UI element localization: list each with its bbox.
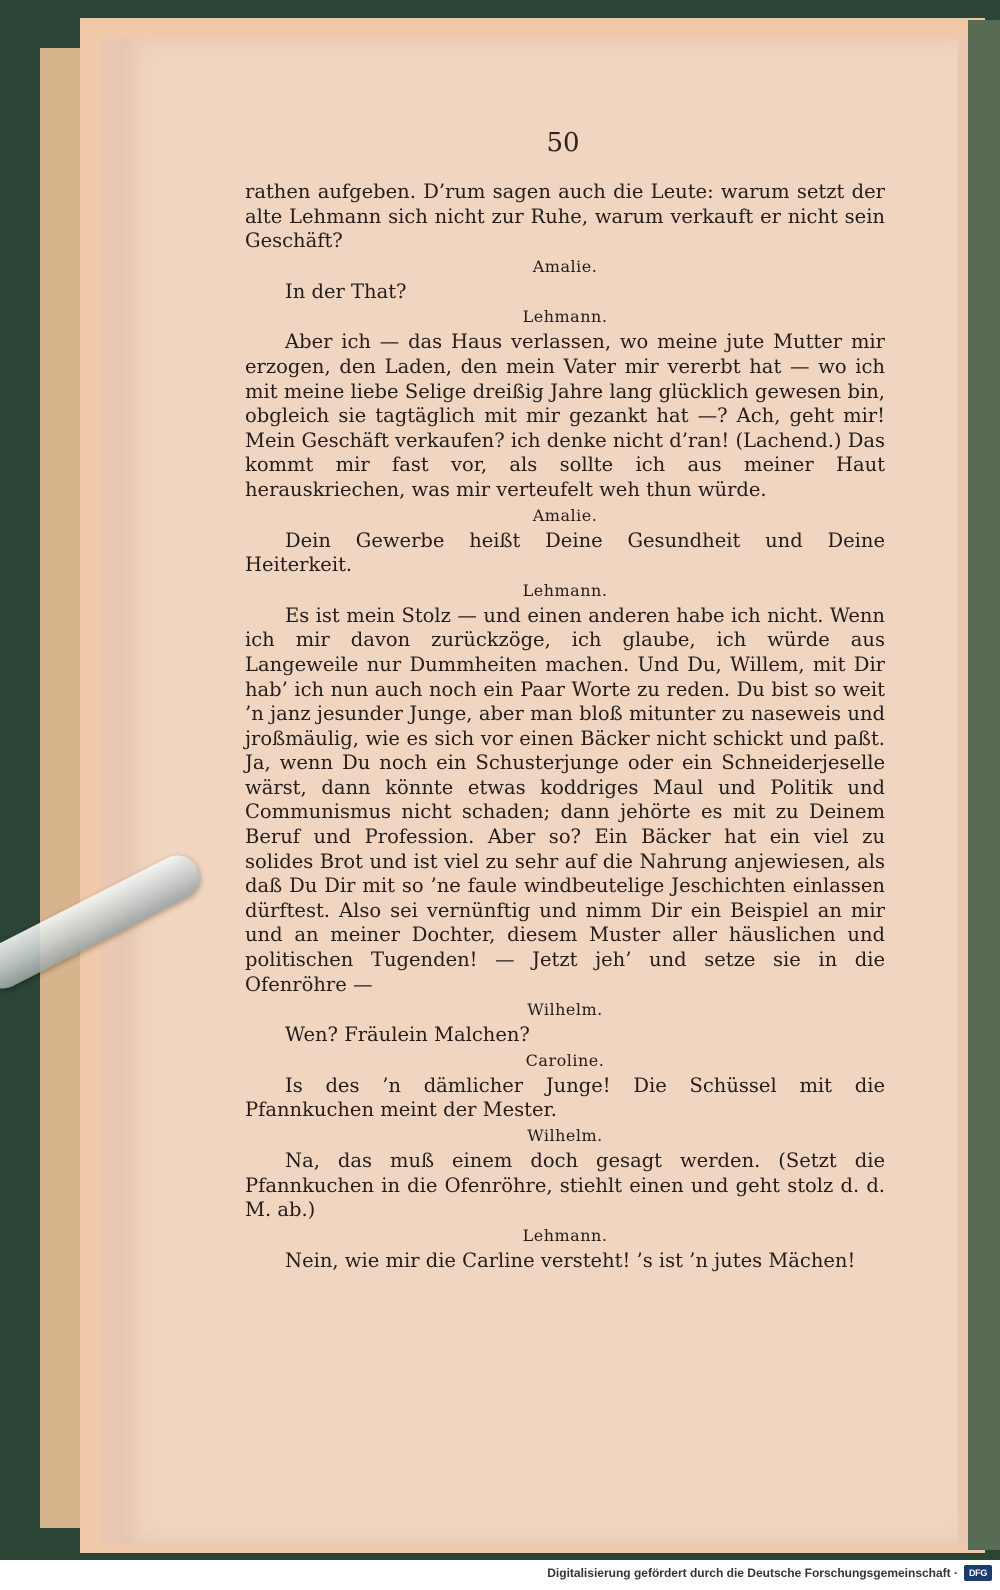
speaker-name: Wilhelm. [527, 1000, 603, 1020]
text-paragraph: Na, das muß einem doch gesagt werden. (Setzt die Pfannkuchen in die Ofenröhre, stiehlt einen und geht stolz d. d. M. ab.) [245, 1149, 885, 1222]
speaker-name: Lehmann. [522, 580, 608, 600]
text-paragraph: In der That? [285, 279, 407, 303]
text-paragraph: rathen aufgeben. D’rum sagen auch die Leute: warum setzt der alte Lehmann sich nicht zur Ruhe, warum verkauft er nicht sein Geschäft? [245, 180, 885, 253]
page-text [245, 180, 885, 1273]
page-number: 50 [546, 128, 580, 158]
facing-page-edge [968, 20, 1000, 1550]
text-paragraph: Wen? Fräulein Malchen? [285, 1023, 530, 1047]
speaker-name: Lehmann. [522, 307, 608, 327]
speaker-name: Amalie. [532, 505, 598, 525]
speaker-name: Caroline. [525, 1050, 605, 1070]
speaker-name: Lehmann. [522, 1225, 608, 1245]
text-paragraph: Is des ’n dämlicher Junge! Die Schüssel mit die Pfannkuchen meint der Mester. [245, 1073, 885, 1122]
digitization-footer [0, 1560, 1000, 1590]
text-paragraph: Aber ich — das Haus verlassen, wo meine jute Mutter mir erzogen, den Laden, den mein Vater mir vererbt hat — wo ich mit meine liebe Selige dreißig Jahre lang glücklich gewesen bin, obgleich sie tagtäglich mit mir gezankt hat —? Ach, geht mir! Mein Geschäft verkaufen? ich denke nicht d’ran! (Lachend.) Das kommt mir fast vor, als sollte ich aus meiner Haut herauskriechen, was mir verteufelt weh thun würde. [245, 330, 885, 501]
text-paragraph: Nein, wie mir die Carline versteht! ’s ist ’n jutes Mächen! [285, 1248, 856, 1272]
text-paragraph: Dein Gewerbe heißt Deine Gesundheit und Deine Heiterkeit. [245, 528, 885, 577]
footer-credit: Digitalisierung gefördert durch die Deutsche Forschungsgemeinschaft · [547, 1566, 958, 1580]
dfg-logo: DFG [964, 1565, 992, 1581]
speaker-name: Wilhelm. [527, 1126, 603, 1145]
speaker-name: Amalie. [532, 256, 598, 276]
text-paragraph: Es ist mein Stolz — und einen anderen habe ich nicht. Wenn ich mir davon zurückzöge, ich glaube, ich würde aus Langeweile nur Dummheiten machen. Und Du, Willem, mit Dir hab’ ich nun auch noch ein Paar Worte zu reden. Du bist so weit ’n janz jesunder Junge, aber man bloß mitunter zu naseweis und jroßmäulig, wie es sich vor einen Bäcker nicht schickt und paßt. Ja, wenn Du noch ein Schusterjunge oder ein Schneiderjeselle wärst, dann könnte etwas koddriges Maul und Politik und Communismus nicht schaden; dann jehörte es mit zu Deinem Beruf und Profession. Aber so? Ein Bäcker hat ein viel zu solides Brot und ist viel zu sehr auf die Nahrung anjewiesen, als daß Du Dir mit so ’ne faule windbeutelige Jeschichten einlassen dürftest. Also sei vernünftig und nimm Dir ein Beispiel an mir und an meiner Dochter, diesem Muster aller häuslichen und politischen Tugenden! — Jetzt jeh’ und setze sie in die Ofenröhre — [245, 603, 885, 996]
